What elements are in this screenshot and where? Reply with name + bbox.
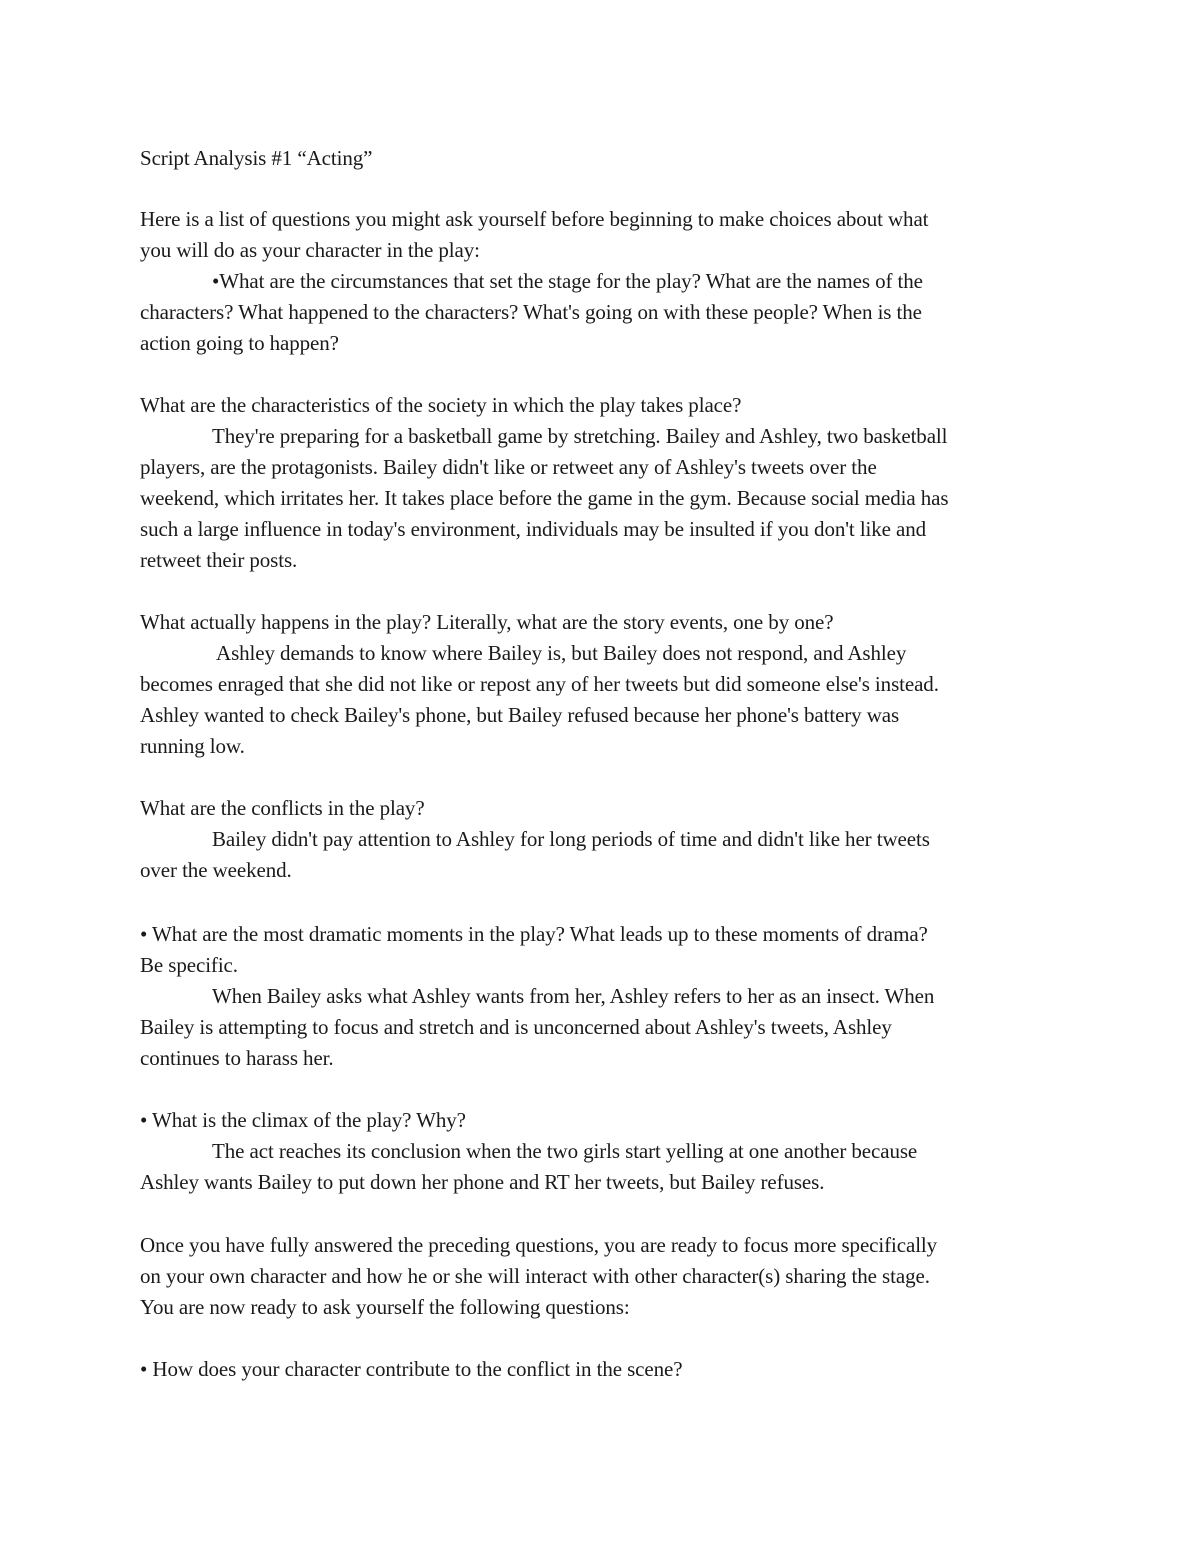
intro-bullet-line: action going to happen? (140, 331, 339, 355)
dramatic-answer-line: Bailey is attempting to focus and stretch and is unconcerned about Ashley's tweets, Ashley (140, 1015, 892, 1039)
society-answer-line: retweet their posts. (140, 548, 298, 572)
conflicts-question: What are the conflicts in the play? (140, 796, 425, 820)
intro-line: Here is a list of questions you might ask yourself before beginning to make choices about what (140, 207, 929, 231)
events-question: What actually happens in the play? Literally, what are the story events, one by one? (140, 610, 834, 634)
climax-answer-line: Ashley wants Bailey to put down her phone and RT her tweets, but Bailey refuses. (140, 1170, 825, 1194)
conflicts-answer-line: over the weekend. (140, 858, 292, 882)
dramatic-question: • What are the most dramatic moments in the play? What leads up to these moments of drama? (140, 922, 928, 946)
closing-line: on your own character and how he or she will interact with other character(s) sharing the stage. (140, 1264, 930, 1288)
society-answer-line: weekend, which irritates her. It takes place before the game in the gym. Because social media has (140, 486, 949, 510)
intro-bullet-line: characters? What happened to the characters? What's going on with these people? When is the (140, 300, 922, 324)
society-answer-line: They're preparing for a basketball game by stretching. Bailey and Ashley, two basketball (212, 424, 948, 448)
intro-bullet-line: •What are the circumstances that set the stage for the play? What are the names of the (212, 269, 923, 293)
events-answer-line: Ashley wanted to check Bailey's phone, but Bailey refused because her phone's battery was (140, 703, 900, 727)
intro-line: you will do as your character in the play: (140, 238, 480, 262)
events-answer-line: running low. (140, 734, 245, 758)
climax-question: • What is the climax of the play? Why? (140, 1108, 466, 1132)
society-question: What are the characteristics of the society in which the play takes place? (140, 393, 742, 417)
document-title: Script Analysis #1 “Acting” (140, 146, 373, 170)
dramatic-answer-line: When Bailey asks what Ashley wants from her, Ashley refers to her as an insect. When (212, 984, 935, 1008)
dramatic-answer-line: continues to harass her. (140, 1046, 334, 1070)
events-answer-line: becomes enraged that she did not like or repost any of her tweets but did someone else's instead. (140, 672, 939, 696)
closing-line: You are now ready to ask yourself the following questions: (140, 1295, 630, 1319)
closing-line: Once you have fully answered the preceding questions, you are ready to focus more specifically (140, 1233, 938, 1257)
events-answer-line: Ashley demands to know where Bailey is, but Bailey does not respond, and Ashley (216, 641, 907, 665)
conflicts-answer-line: Bailey didn't pay attention to Ashley for long periods of time and didn't like her tweets (212, 827, 930, 851)
society-answer-line: such a large influence in today's environment, individuals may be insulted if you don't like and (140, 517, 927, 541)
society-answer-line: players, are the protagonists. Bailey didn't like or retweet any of Ashley's tweets over the (140, 455, 877, 479)
final-question: • How does your character contribute to the conflict in the scene? (140, 1357, 683, 1381)
dramatic-question: Be specific. (140, 953, 238, 977)
climax-answer-line: The act reaches its conclusion when the two girls start yelling at one another because (212, 1139, 918, 1163)
